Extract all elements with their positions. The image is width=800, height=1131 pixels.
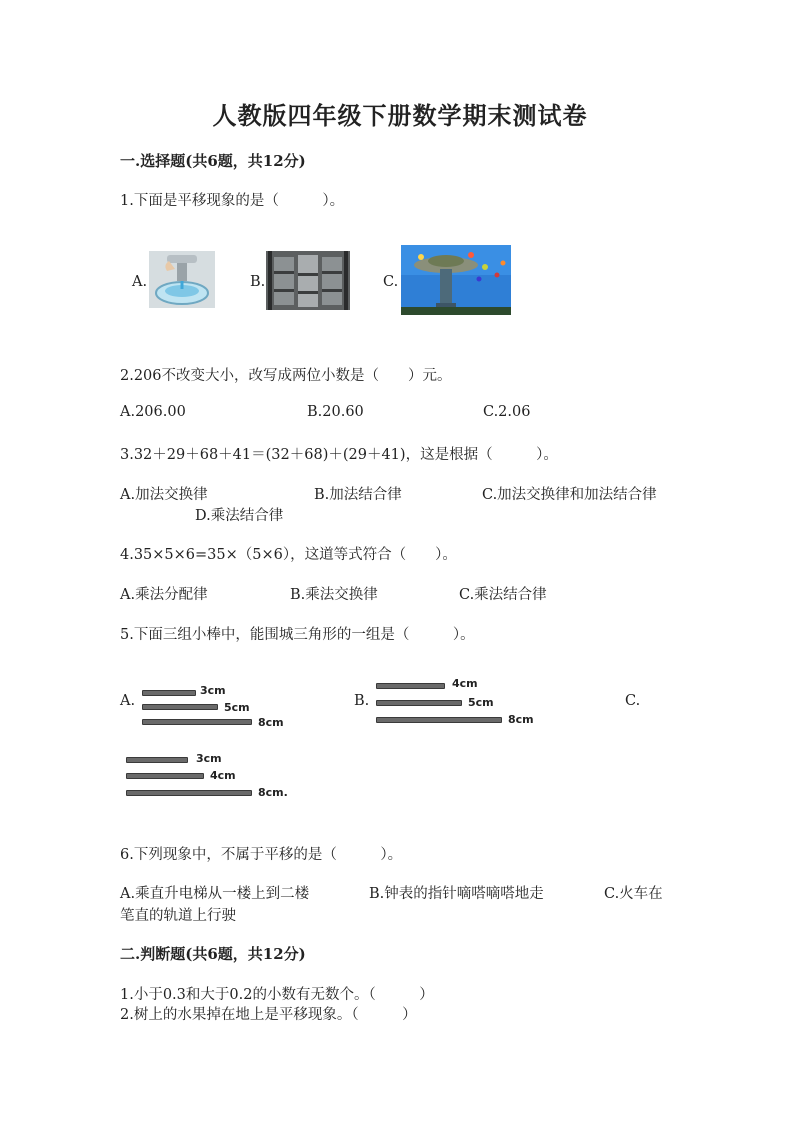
question-4: 4.35×5×6=35×（5×6），这道等式符合（ ）。	[120, 547, 457, 563]
question-3: 3.32＋29＋68＋41＝(32＋68)＋(29＋41)，这是根据（ ）。	[120, 447, 558, 463]
q3-option-c: C.加法交换律和加法结合律	[482, 487, 657, 503]
q1-option-c-image-swing-ride	[401, 245, 511, 315]
q5-a-stick-5cm	[142, 704, 218, 710]
q6-option-a: A.乘直升电梯从一楼上到二楼	[120, 886, 310, 902]
q3-option-d: D.乘法结合律	[195, 508, 284, 524]
q6-option-c-continued: 笔直的轨道上行驶	[120, 908, 236, 924]
q5-b-length-2: 5cm	[468, 696, 494, 709]
q4-option-a: A.乘法分配律	[120, 587, 208, 603]
q5-c-length-1: 3cm	[196, 752, 222, 765]
q6-option-c: C.火车在	[604, 886, 663, 902]
q1-option-a-image-faucet	[149, 251, 215, 308]
q5-c-stick-4cm	[126, 773, 204, 779]
q5-option-b-label: B.	[354, 693, 370, 709]
q5-b-stick-4cm	[376, 683, 445, 689]
q2-option-b: B.20.60	[307, 404, 364, 420]
q5-b-length-3: 8cm	[508, 713, 534, 726]
q1-option-b-image-escalator	[266, 251, 350, 310]
q5-a-length-3: 8cm	[258, 716, 284, 729]
section-heading-judgement: 二.判断题(共6题，共12分)	[120, 945, 306, 963]
q5-b-stick-8cm	[376, 717, 502, 723]
question-6: 6.下列现象中，不属于平移的是（ ）。	[120, 847, 403, 863]
page-title: 人教版四年级下册数学期末测试卷	[212, 101, 588, 130]
q4-option-b: B.乘法交换律	[290, 587, 378, 603]
q5-option-a-label: A.	[120, 693, 136, 709]
q2-option-c: C.2.06	[483, 404, 531, 420]
question-1: 1.下面是平移现象的是（ ）。	[120, 193, 345, 209]
q5-a-stick-8cm	[142, 719, 252, 725]
q5-a-length-1: 3cm	[200, 684, 226, 697]
q3-option-a: A.加法交换律	[120, 487, 208, 503]
q5-a-stick-3cm	[142, 690, 196, 696]
q5-option-c-label: C.	[625, 693, 641, 709]
q4-option-c: C.乘法结合律	[459, 587, 547, 603]
q5-a-length-2: 5cm	[224, 701, 250, 714]
q5-b-length-1: 4cm	[452, 677, 478, 690]
q5-c-length-2: 4cm	[210, 769, 236, 782]
section-heading-choice: 一.选择题(共6题，共12分)	[120, 152, 306, 170]
q2-option-a: A.206.00	[120, 404, 186, 420]
q1-option-a-label: A.	[132, 274, 148, 290]
question-5: 5.下面三组小棒中，能围城三角形的一组是（ ）。	[120, 627, 475, 643]
judgement-question-2: 2.树上的水果掉在地上是平移现象。（ ）	[120, 1007, 417, 1023]
q1-option-c-label: C.	[383, 274, 399, 290]
q5-c-length-3: 8cm.	[258, 786, 288, 799]
q5-c-stick-8cm	[126, 790, 252, 796]
q6-option-b: B.钟表的指针嘀嗒嘀嗒地走	[369, 886, 544, 902]
question-2: 2.206不改变大小，改写成两位小数是（ ）元。	[120, 368, 452, 384]
q5-b-stick-5cm	[376, 700, 462, 706]
judgement-question-1: 1.小于0.3和大于0.2的小数有无数个。（ ）	[120, 987, 434, 1003]
q5-c-stick-3cm	[126, 757, 188, 763]
q3-option-b: B.加法结合律	[314, 487, 402, 503]
q1-option-b-label: B.	[250, 274, 266, 290]
